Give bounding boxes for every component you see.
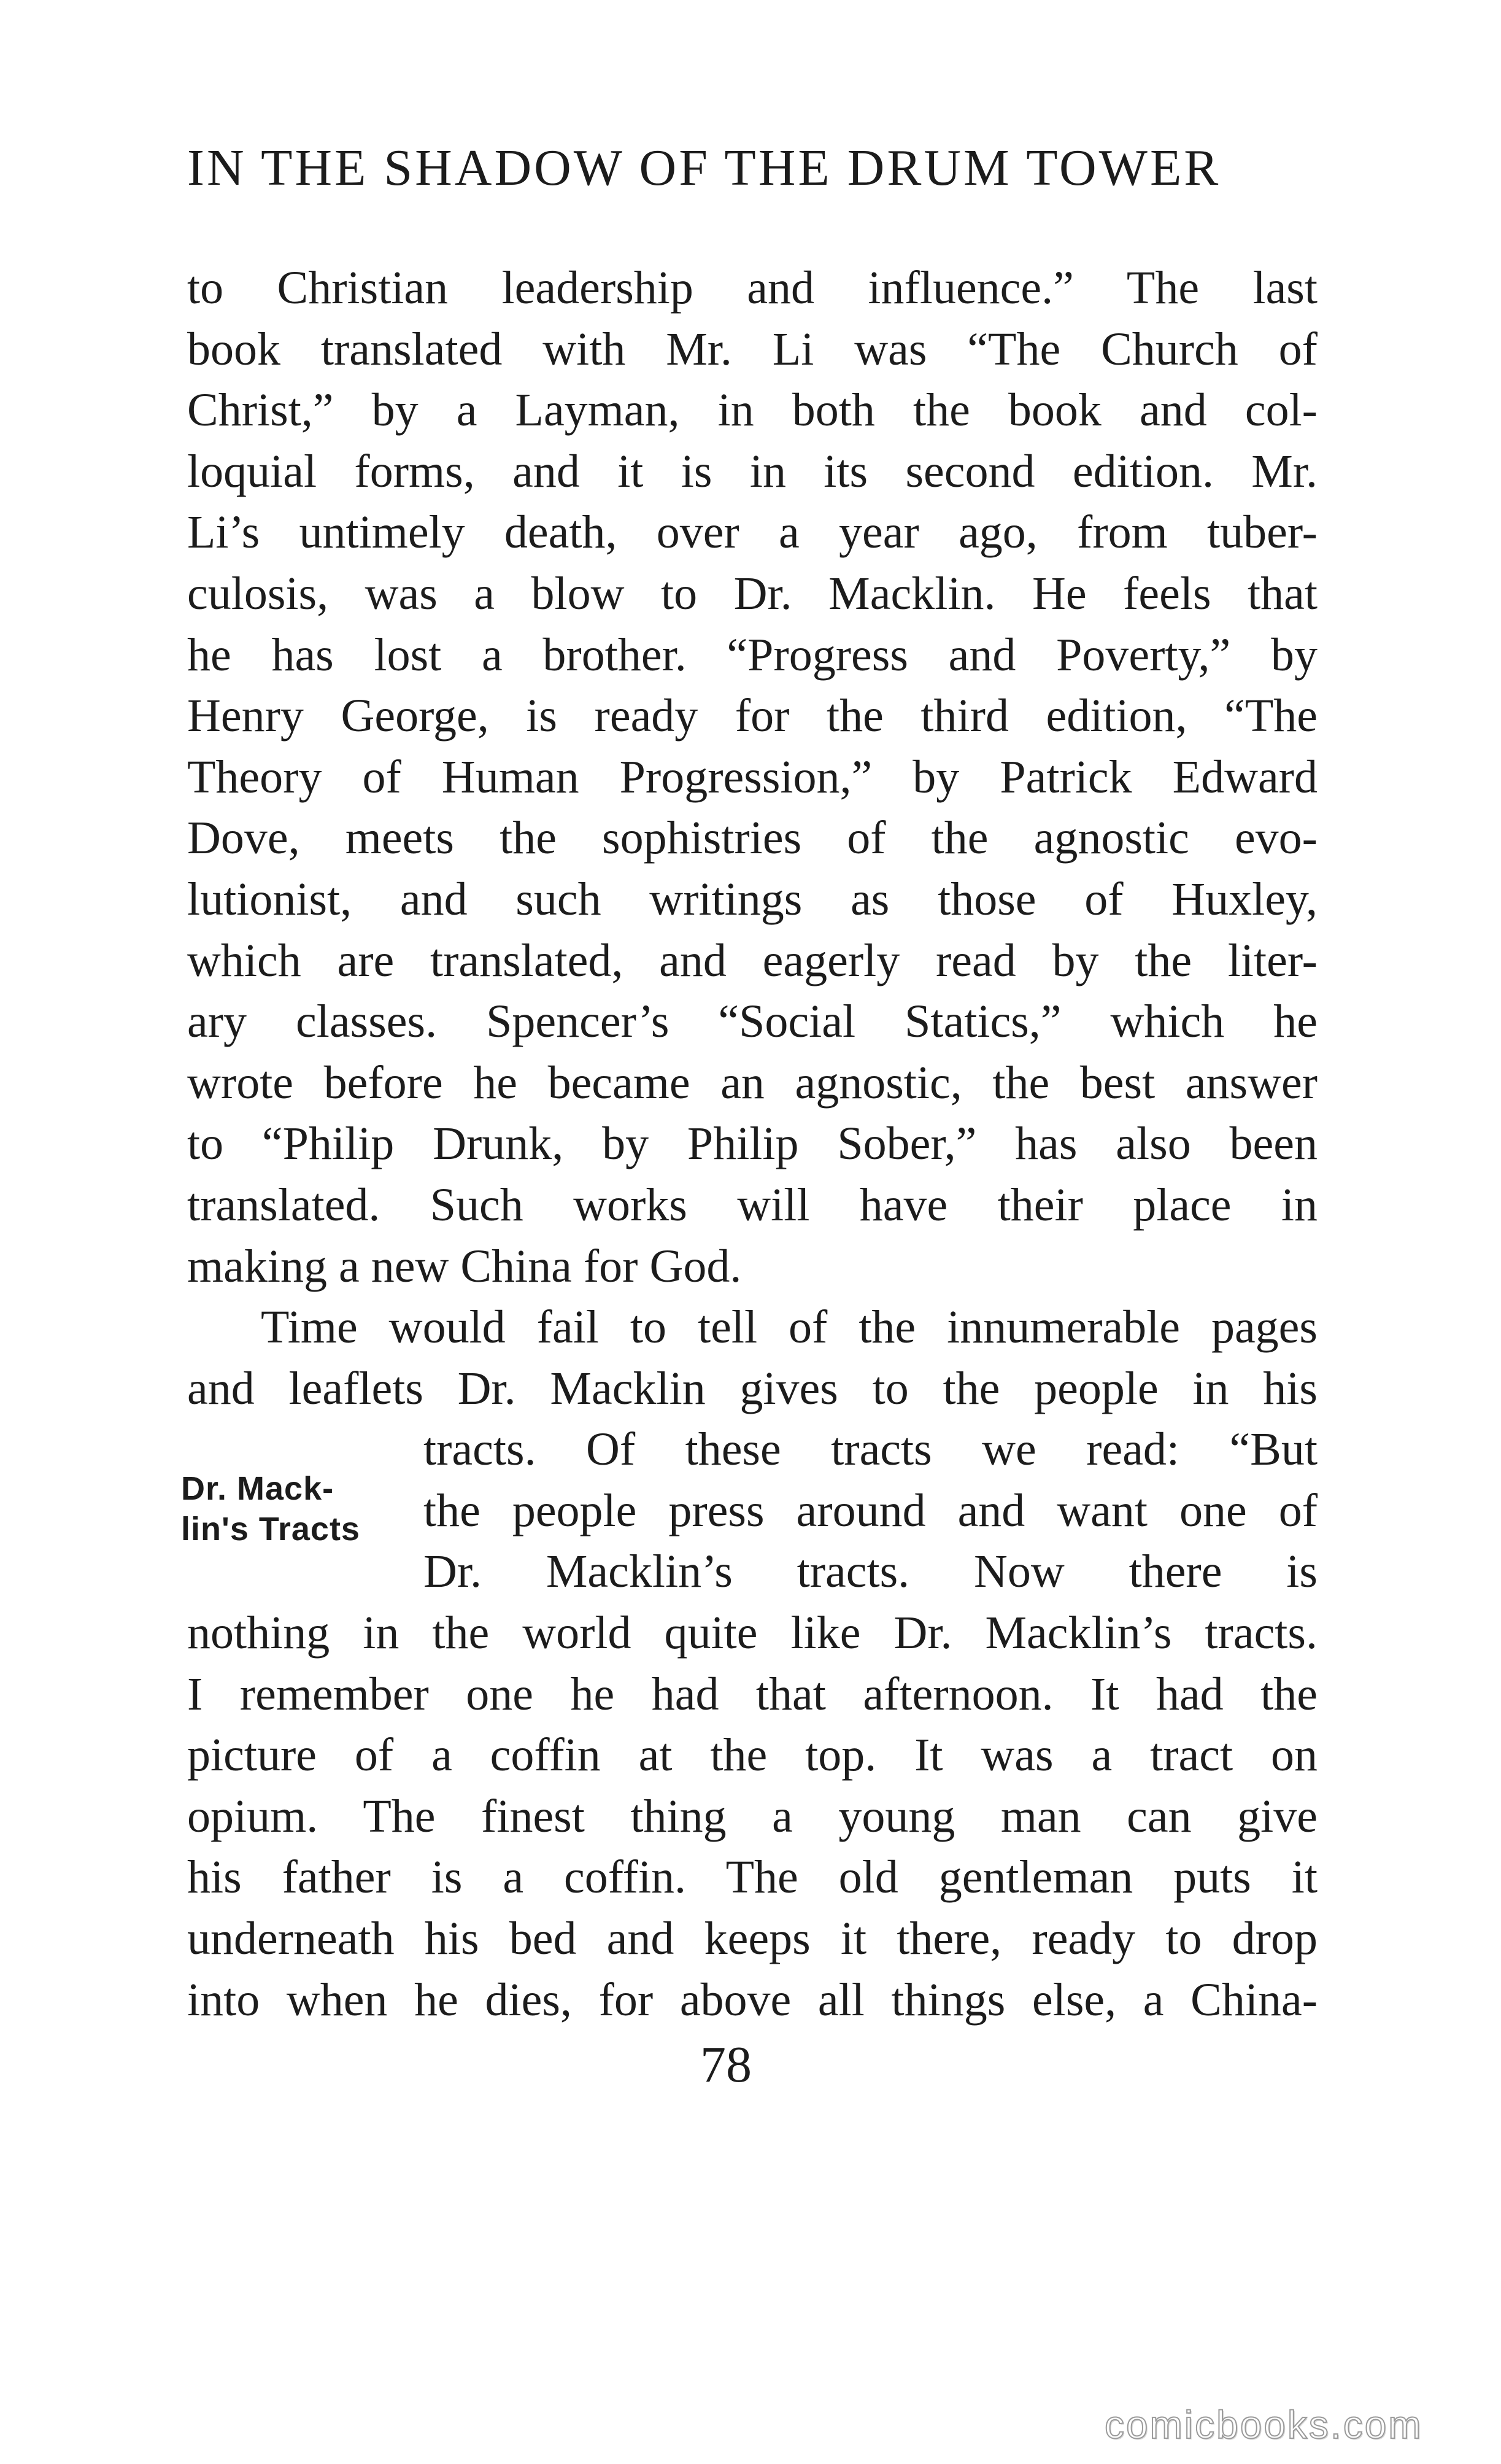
text-line: translated. Such works will have their place in bbox=[187, 1179, 1318, 1231]
text-line: nothing in the world quite like Dr. Macklin’s tracts. bbox=[187, 1607, 1318, 1659]
text-line: into when he dies, for above all things else, a China- bbox=[187, 1974, 1318, 2026]
text-line: ary classes. Spencer’s “Social Statics,” which he bbox=[187, 996, 1318, 1048]
text-line: tracts. Of these tracts we read: “But bbox=[423, 1424, 1318, 1476]
text-line: book translated with Mr. Li was “The Church of bbox=[187, 323, 1318, 375]
text-line: to “Philip Drunk, by Philip Sober,” has also been bbox=[187, 1118, 1318, 1170]
running-title: IN THE SHADOW OF THE DRUM TOWER bbox=[187, 139, 1221, 196]
text-line: culosis, was a blow to Dr. Macklin. He feels that bbox=[187, 567, 1318, 619]
text-line: I remember one he had that afternoon. It had the bbox=[187, 1668, 1318, 1720]
text-line: Dove, meets the sophistries of the agnostic evo- bbox=[187, 812, 1318, 864]
page-number: 78 bbox=[700, 2036, 752, 2093]
text-line: he has lost a brother. “Progress and Poverty,” by bbox=[187, 629, 1318, 681]
watermark: comicbooks.com bbox=[1105, 2403, 1423, 2447]
text-line: making a new China for God. bbox=[187, 1240, 742, 1292]
text-line: Theory of Human Progression,” by Patrick Edward bbox=[187, 751, 1318, 803]
margin-note-line: Dr. Mack- bbox=[181, 1470, 334, 1507]
text-line: loquial forms, and it is in its second edition. Mr. bbox=[187, 445, 1318, 497]
text-line: the people press around and want one of bbox=[423, 1484, 1318, 1536]
body-text bbox=[187, 258, 1318, 2031]
text-line: wrote before he became an agnostic, the best answer bbox=[187, 1056, 1318, 1109]
margin-note-line: lin's Tracts bbox=[181, 1511, 360, 1548]
text-line: which are translated, and eagerly read by the liter- bbox=[187, 934, 1318, 986]
text-line: and leaflets Dr. Macklin gives to the people in his bbox=[187, 1362, 1318, 1414]
text-line: Christ,” by a Layman, in both the book and col- bbox=[187, 384, 1318, 436]
text-line: Time would fail to tell of the innumerable pages bbox=[261, 1301, 1318, 1354]
text-line: picture of a coffin at the top. It was a tract on bbox=[187, 1729, 1318, 1781]
text-line: lutionist, and such writings as those of Huxley, bbox=[187, 873, 1318, 925]
text-line: opium. The finest thing a young man can give bbox=[187, 1790, 1318, 1842]
text-line: to Christian leadership and influence.” The last bbox=[187, 262, 1318, 314]
text-line: Henry George, is ready for the third edition, “The bbox=[187, 690, 1318, 742]
text-line: underneath his bed and keeps it there, ready to drop bbox=[187, 1913, 1318, 1965]
text-line: his father is a coffin. The old gentleman puts it bbox=[187, 1851, 1318, 1904]
text-line: Li’s untimely death, over a year ago, from tuber- bbox=[187, 506, 1318, 559]
margin-note bbox=[181, 1468, 414, 1549]
text-line: Dr. Macklin’s tracts. Now there is bbox=[423, 1546, 1318, 1598]
